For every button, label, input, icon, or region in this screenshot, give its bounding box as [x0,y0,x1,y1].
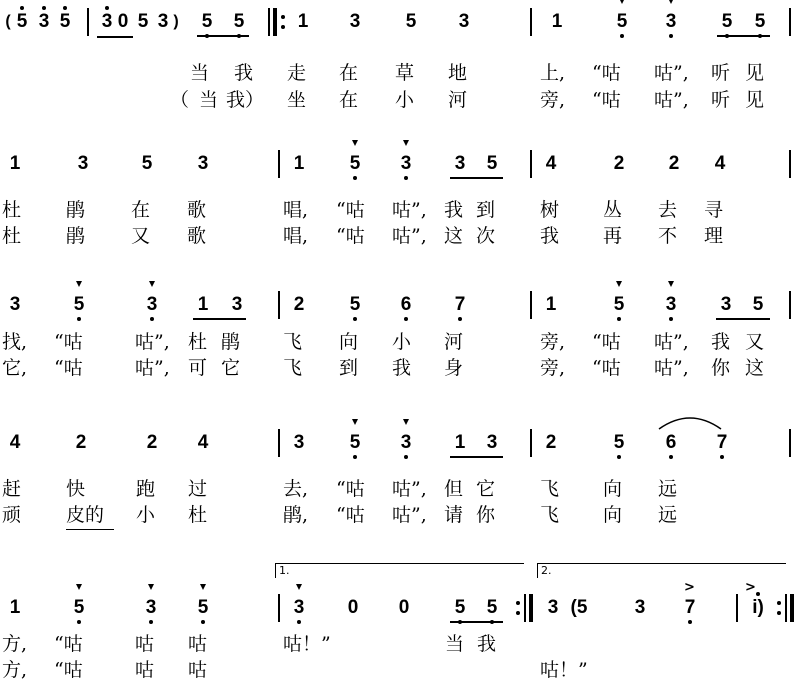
barline [789,8,791,36]
accent-mark: > [684,580,695,595]
note: 7 [712,431,732,455]
lyric-char: “咕 [336,478,365,500]
lyric-char: 方, [2,633,28,655]
note: 3 [293,432,305,453]
lyric-char: 咕 [135,633,155,655]
note: 5 [450,596,470,620]
lyric-char: “咕 [592,357,621,379]
beam [450,456,503,458]
lyric-char: 坐 [287,89,307,111]
paren-open: ( [5,13,11,30]
lyric-char: 旁, [540,331,566,353]
beam [717,35,770,37]
lyric-char: 我 [234,62,254,84]
notation-row-4 [0,431,800,461]
repeat-dot [777,611,781,615]
lyric-char: 见 [745,89,765,111]
note: 5 [752,294,764,315]
lyric-char: 飞 [540,504,560,526]
note: 3 [661,10,681,34]
lyric-char: 树 [540,199,560,221]
lyric-char: 杜 [188,331,208,353]
lyric-char: 听 [711,89,731,111]
lyric-char: 飞 [283,357,303,379]
note: 3 [77,153,89,174]
notation-row-5 [0,580,800,626]
lyric-char: 杜 [188,504,208,526]
barline [736,594,738,622]
beam [197,35,249,37]
lyric-line-4a [0,477,800,503]
lyric-char: 唱, [283,225,309,247]
note: 5 [609,431,629,455]
lyric-char: 但 [444,478,464,500]
lyric-char: 向 [603,478,623,500]
note: 5 [137,11,149,32]
note: 3 [634,597,646,618]
lyric-char: 歌 [187,225,207,247]
lyric-char: 次 [476,225,496,247]
note: 3 [142,293,162,317]
lyric-char: “咕 [54,357,83,379]
note: 6 [661,431,681,455]
lyric-char: 唱, [283,199,309,221]
lyric-char: 咕”, [392,504,427,526]
note: 3 [454,153,466,174]
lyric-char: 地 [448,62,468,84]
lyric-char: 杜 [2,199,22,221]
note: 5 [193,596,213,620]
barline [789,150,791,178]
note: 3 [349,11,361,32]
lyric-char: 咕 [188,659,208,681]
repeat-start-bar [273,8,277,36]
lyric-char: 我 [540,225,560,247]
lyric-char: 去 [658,199,678,221]
note: 2 [293,294,305,315]
barline [87,8,89,36]
lyric-char: 在 [339,62,359,84]
lyric-char: “咕 [54,331,83,353]
lyric-char: 当 [190,62,210,84]
lyric-char: “咕 [592,62,621,84]
note: 0 [398,597,410,618]
note: (5 [570,597,588,618]
barline [278,150,280,178]
lyric-char: 小 [392,331,412,353]
note: 4 [545,153,557,174]
beam [450,177,503,179]
lyric-char: 我） [226,89,265,111]
lyric-char: 不 [658,225,678,247]
lyric-char: 它, [2,357,28,379]
lyric-char: 咕”, [392,199,427,221]
lyric-char: （ [170,89,190,111]
note: 1 [197,294,209,315]
lyric-line-3a [0,330,800,356]
lyric-char: 当 [445,633,465,655]
lyric-char: 赶 [2,478,22,500]
note: 3 [97,10,117,34]
note: 1 [454,432,466,453]
lyric-char: 这 [444,225,464,247]
lyric-char: “咕 [54,659,83,681]
repeat-dot [281,25,285,29]
lyric-char: 上, [540,62,566,84]
note: 5 [345,152,365,176]
barline [789,429,791,457]
note: 5 [197,10,217,34]
lyric-char: 寻 [704,199,724,221]
note: 4 [9,432,21,453]
note: 0 [117,11,129,32]
lyric-char: 向 [603,504,623,526]
lyric-char: “咕 [336,504,365,526]
lyric-char: 飞 [540,478,560,500]
lyric-char: 远 [658,504,678,526]
note: 1 [9,153,21,174]
lyric-char: 过 [188,478,208,500]
lyric-char: “咕 [54,633,83,655]
barline [278,594,280,622]
lyric-line-1b [0,88,800,114]
lyric-char: “咕 [336,199,365,221]
note: 5 [482,596,502,620]
lyric-line-1a [0,61,800,87]
note: 2 [613,153,625,174]
lyric-line-3b [0,356,800,382]
beam [97,36,133,38]
lyric-char: 远 [658,478,678,500]
note: 4 [714,153,726,174]
lyric-char: 小 [136,504,156,526]
note: 2 [75,432,87,453]
lyric-char: 再 [603,225,623,247]
lyric-char: 请 [444,504,464,526]
repeat-end-bar-thick [790,594,794,622]
repeat-dot [777,601,781,605]
lyric-char: 我 [444,199,464,221]
lyric-char: 咕”, [392,478,427,500]
lyric-char: 你 [476,504,496,526]
note: 3 [396,431,416,455]
lyric-char: 咕”, [654,331,689,353]
note: 2 [146,432,158,453]
lyric-char: 听 [711,62,731,84]
lyric-char: 顽 [2,504,22,526]
lyric-char: 方, [2,659,28,681]
lyric-char: 旁, [540,357,566,379]
lyric-line-4b [0,503,800,529]
lyric-char: 到 [476,199,496,221]
lyric-char: 咕”, [654,89,689,111]
lyric-char: 我 [392,357,412,379]
lyric-char: 在 [339,89,359,111]
lyric-char: 皮的 [66,504,105,526]
slur [655,413,725,431]
lyric-underline [66,529,114,530]
note: 5 [55,10,75,34]
note: 0 [347,597,359,618]
note: 3 [231,294,243,315]
note: 2 [668,153,680,174]
note: 6 [396,293,416,317]
lyric-char: 鹃 [66,225,86,247]
barline [530,429,532,457]
beam [193,318,246,320]
note: 3 [720,294,732,315]
lyric-char: 鹃 [66,199,86,221]
lyric-char: 可 [188,357,208,379]
barline [530,150,532,178]
note: 3 [547,597,559,618]
barline [789,291,791,319]
lyric-char: “咕 [592,331,621,353]
note: 3 [661,293,681,317]
lyric-char: 又 [131,225,151,247]
note: 1 [293,153,305,174]
lyric-line-5b [0,658,800,684]
lyric-line-2b [0,224,800,250]
note: 5 [405,11,417,32]
note: 5 [750,10,770,34]
repeat-dot [516,601,520,605]
lyric-char: 我 [711,331,731,353]
lyric-char: 在 [131,199,151,221]
note: 1 [9,597,21,618]
lyric-char: “咕 [592,89,621,111]
lyric-char: 去, [283,478,309,500]
note: 5 [69,293,89,317]
note: 2 [545,432,557,453]
note: 3 [289,596,309,620]
lyric-char: 它 [476,478,496,500]
lyric-char: 当 [199,89,219,111]
note: 5 [345,431,365,455]
lyric-char: 旁, [540,89,566,111]
notation-row-2 [0,152,800,182]
barline [278,429,280,457]
lyric-char: 河 [444,331,464,353]
note: 5 [717,10,737,34]
repeat-end-bar [524,594,526,622]
volta-label: 1. [279,564,290,577]
lyric-char: 河 [448,89,468,111]
lyric-char: 咕！” [540,659,588,681]
note: 3 [141,596,161,620]
lyric-char: 理 [704,225,724,247]
repeat-end-bar [785,594,787,622]
lyric-char: 咕”, [654,62,689,84]
lyric-char: 鹃 [221,331,241,353]
repeat-dot [516,611,520,615]
beam [450,621,503,623]
volta-label: 2. [541,564,552,577]
lyric-char: 它 [221,357,241,379]
notation-row-3 [0,293,800,323]
barline [530,291,532,319]
lyric-char: 我 [477,633,497,655]
lyric-char: 跑 [136,478,156,500]
note: 5 [612,10,632,34]
lyric-char: 这 [745,357,765,379]
note: 5 [229,10,249,34]
volta-second [537,563,786,578]
paren-close: ) [173,13,179,30]
lyric-char: 向 [339,331,359,353]
lyric-char: 快 [66,478,86,500]
lyric-char: 歌 [187,199,207,221]
lyric-char: 咕 [188,633,208,655]
lyric-char: 见 [745,62,765,84]
lyric-char: 咕”, [654,357,689,379]
lyric-char: 咕！” [283,633,331,655]
note: 3 [396,152,416,176]
note: 3 [197,153,209,174]
repeat-end-bar-thick [529,594,533,622]
note: 3 [157,11,169,32]
accent-mark: > [745,580,756,595]
lyric-char: 走 [287,62,307,84]
note: 3 [486,432,498,453]
lyric-char: 咕”, [135,331,170,353]
note: 5 [345,293,365,317]
lyric-char: “咕 [336,225,365,247]
lyric-char: 你 [711,357,731,379]
note: 3 [458,11,470,32]
barline [530,8,532,36]
note: 5 [609,293,629,317]
note: 1 [551,11,563,32]
note: 5 [141,153,153,174]
lyric-char: 丛 [603,199,623,221]
barline [278,291,280,319]
note: 4 [197,432,209,453]
barline [268,8,270,36]
lyric-line-5a [0,632,800,658]
note: 1 [545,294,557,315]
note: 5 [486,153,498,174]
lyric-char: 咕 [135,659,155,681]
lyric-char: 咕”, [135,357,170,379]
lyric-char: 杜 [2,225,22,247]
note: 5 [12,10,32,34]
lyric-char: 找, [2,331,28,353]
lyric-char: 又 [745,331,765,353]
repeat-dot [281,15,285,19]
lyric-line-2a [0,198,800,224]
lyric-char: 草 [395,62,415,84]
note: 1 [297,11,309,32]
note: 7 [450,293,470,317]
lyric-char: 鹃, [283,504,309,526]
beam [716,318,770,320]
volta-first [275,563,524,578]
lyric-char: 到 [339,357,359,379]
note: i) [743,596,773,620]
note: 3 [34,10,54,34]
lyric-char: 飞 [283,331,303,353]
lyric-char: 小 [395,89,415,111]
lyric-char: 咕”, [392,225,427,247]
notation-row-1 [0,10,800,40]
note: 3 [9,294,21,315]
lyric-char: 身 [444,357,464,379]
note: 5 [69,596,89,620]
note: 7 [680,596,700,620]
